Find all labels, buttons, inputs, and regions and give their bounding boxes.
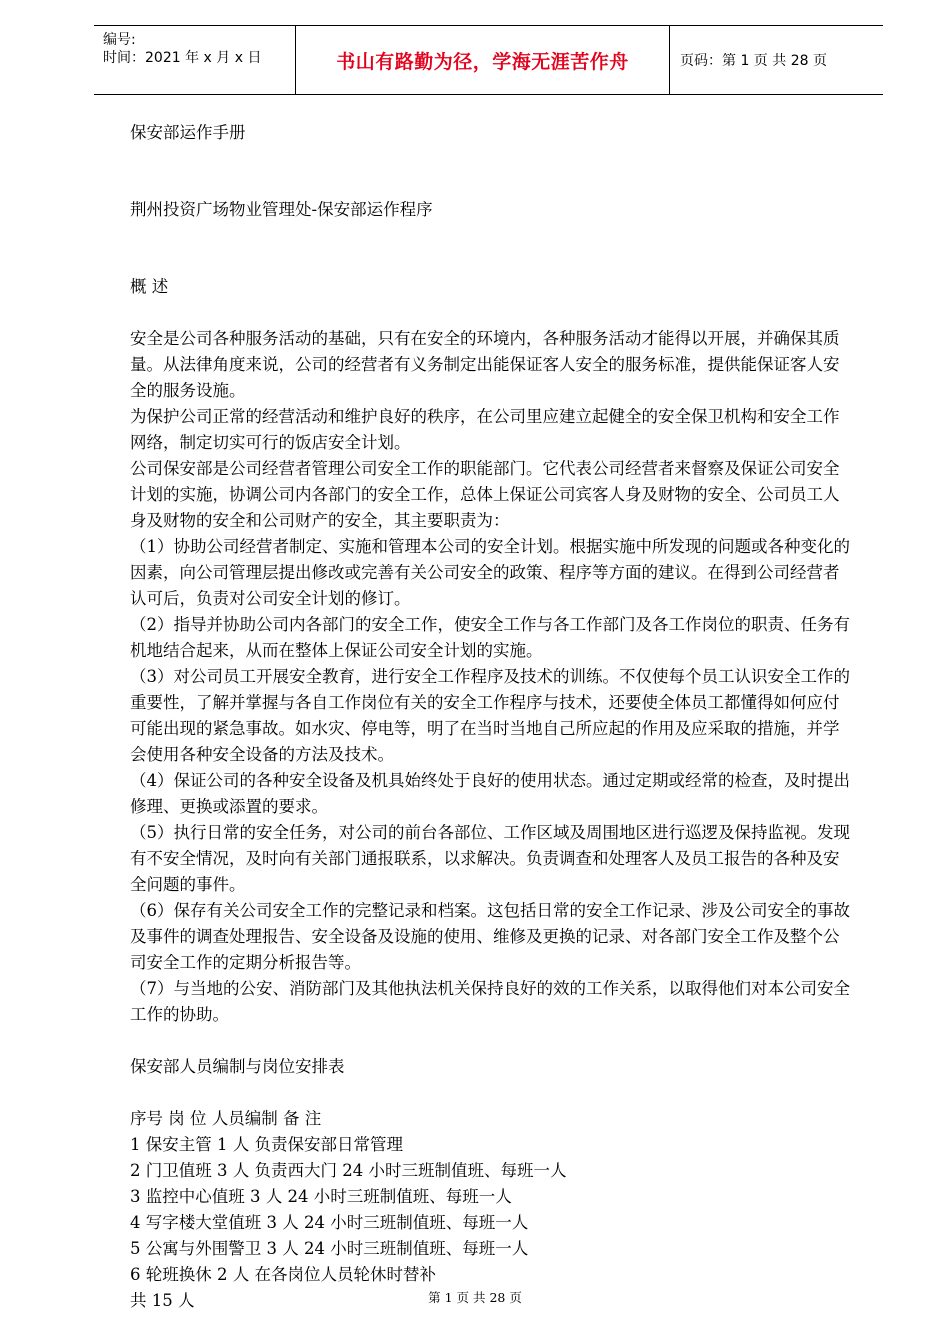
page-footer: 第 1 页 共 28 页 bbox=[428, 1290, 522, 1305]
document-subtitle: 荆州投资广场物业管理处-保安部运作程序 bbox=[130, 200, 433, 219]
duty-item: （3）对公司员工开展安全教育，进行安全工作程序及技术的训练。不仅使每个员工认识安全工作的重要性，了解并掌握与各自工作岗位有关的安全工作程序与技术，还要使全体员工都懂得如何应付可能出现的紧急事故。如水灾、停电等，明了在当时当地自己所应起的作用及应采取的措施，并学会使用各种安全设备的方法及技术。 bbox=[130, 667, 850, 764]
document-number-label: 编号: bbox=[103, 32, 136, 48]
document-time-label: 时间：2021 年 x 月 x 日 bbox=[103, 50, 262, 66]
staffing-table-row: 5 公寓与外围警卫 3 人 24 小时三班制值班、每班一人 bbox=[130, 1239, 529, 1258]
header-motto-cell bbox=[296, 26, 670, 94]
paragraph: 为保护公司正常的经营活动和维护良好的秩序，在公司里应建立起健全的安全保卫机构和安全工作网络，制定切实可行的饭店安全计划。 bbox=[130, 407, 840, 452]
header-page-label: 页码：第 1 页 共 28 页 bbox=[680, 53, 827, 69]
document-title: 保安部运作手册 bbox=[130, 123, 246, 142]
staffing-total: 共 15 人 bbox=[130, 1291, 195, 1310]
staffing-table-row: 4 写字楼大堂值班 3 人 24 小时三班制值班、每班一人 bbox=[130, 1213, 529, 1232]
paragraph: 公司保安部是公司经营者管理公司安全工作的职能部门。它代表公司经营者来督察及保证公司安全计划的实施，协调公司内各部门的安全工作，总体上保证公司宾客人身及财物的安全、公司员工人身及财物的安全和公司财产的安全，其主要职责为： bbox=[130, 459, 840, 530]
duty-item: （2）指导并协助公司内各部门的安全工作，使安全工作与各工作部门及各工作岗位的职责、任务有机地结合起来，从而在整体上保证公司安全计划的实施。 bbox=[130, 615, 850, 660]
staffing-table-row: 2 门卫值班 3 人 负责西大门 24 小时三班制值班、每班一人 bbox=[130, 1161, 567, 1180]
header-motto: 书山有路勤为径，学海无涯苦作舟 bbox=[336, 50, 629, 73]
document-body bbox=[130, 120, 855, 1314]
staffing-heading: 保安部人员编制与岗位安排表 bbox=[130, 1057, 345, 1076]
duty-item: （1）协助公司经营者制定、实施和管理本公司的安全计划。根据实施中所发现的问题或各种变化的因素，向公司管理层提出修改或完善有关公司安全的政策、程序等方面的建议。在得到公司经营者认可后，负责对公司安全计划的修订。 bbox=[130, 537, 850, 608]
duty-item: （5）执行日常的安全任务，对公司的前台各部位、工作区域及周围地区进行巡逻及保持监视。发现有不安全情况，及时向有关部门通报联系，以求解决。负责调查和处理客人及员工报告的各种及安全问题的事件。 bbox=[130, 823, 850, 894]
duty-item: （7）与当地的公安、消防部门及其他执法机关保持良好的效的工作关系，以取得他们对本公司安全工作的协助。 bbox=[130, 979, 850, 1024]
staffing-table-row: 1 保安主管 1 人 负责保安部日常管理 bbox=[130, 1135, 403, 1154]
staffing-table-header: 序号 岗 位 人员编制 备 注 bbox=[130, 1109, 322, 1128]
header-info-cell bbox=[94, 26, 296, 94]
staffing-table-row: 6 轮班换休 2 人 在各岗位人员轮休时替补 bbox=[130, 1265, 436, 1284]
duty-item: （4）保证公司的各种安全设备及机具始终处于良好的使用状态。通过定期或经常的检查，及时提出修理、更换或添置的要求。 bbox=[130, 771, 850, 816]
staffing-table-row: 3 监控中心值班 3 人 24 小时三班制值班、每班一人 bbox=[130, 1187, 512, 1206]
paragraph: 安全是公司各种服务活动的基础，只有在安全的环境内，各种服务活动才能得以开展，并确保其质量。从法律角度来说，公司的经营者有义务制定出能保证客人安全的服务标准，提供能保证客人安全的服务设施。 bbox=[130, 329, 840, 400]
overview-heading: 概 述 bbox=[130, 277, 169, 296]
page-header bbox=[94, 25, 883, 95]
header-page-cell bbox=[670, 26, 883, 94]
duty-item: （6）保存有关公司安全工作的完整记录和档案。这包括日常的安全工作记录、涉及公司安全的事故及事件的调查处理报告、安全设备及设施的使用、维修及更换的记录、对各部门安全工作及整个公司安全工作的定期分析报告等。 bbox=[130, 901, 850, 972]
